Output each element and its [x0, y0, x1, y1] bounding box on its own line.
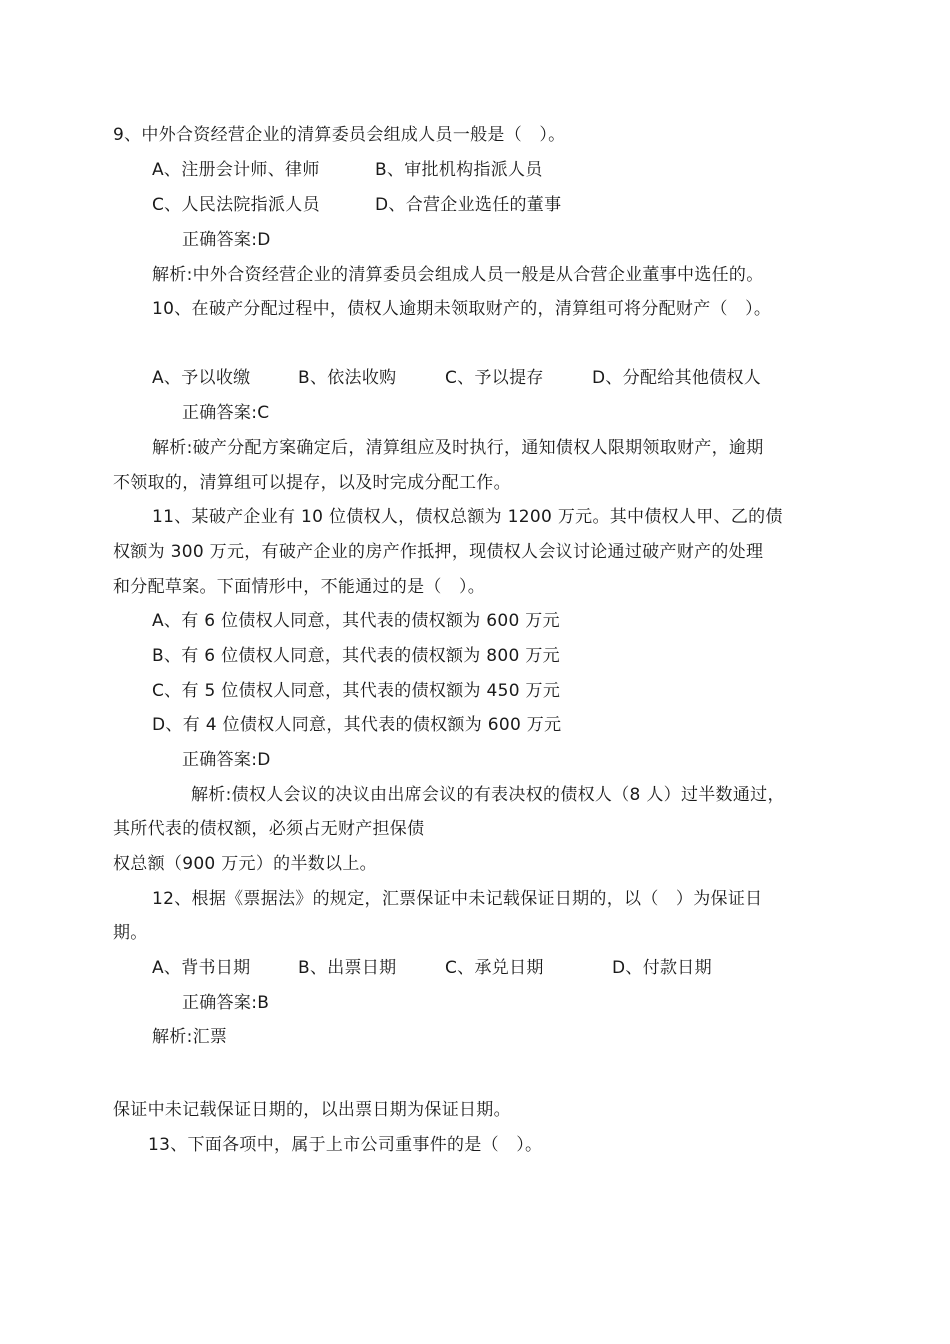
- q9-option-a: A、注册会计师、律师: [152, 160, 320, 180]
- q10-stem: 10、在破产分配过程中，债权人逾期未领取财产的，清算组可将分配财产（ ）。: [152, 299, 772, 319]
- q9-option-d: D、合营企业选任的董事: [375, 195, 562, 215]
- q10-option-c: C、予以提存: [445, 368, 544, 388]
- q11-analysis-line2: 其所代表的债权额，必须占无财产担保债: [113, 819, 425, 839]
- q9-stem: 9、中外合资经营企业的清算委员会组成人员一般是（ ）。: [113, 125, 566, 145]
- q12-option-b: B、出票日期: [298, 958, 397, 978]
- q13-stem: 13、下面各项中，属于上市公司重事件的是（ ）。: [148, 1135, 543, 1155]
- q11-option-a: A、有 6 位债权人同意，其代表的债权额为 600 万元: [152, 611, 560, 631]
- q11-answer: 正确答案:D: [182, 750, 271, 770]
- q12-answer: 正确答案:B: [182, 993, 270, 1013]
- q11-stem-line3: 和分配草案。下面情形中，不能通过的是（ ）。: [113, 577, 486, 597]
- q10-option-a: A、予以收缴: [152, 368, 251, 388]
- q12-option-c: C、承兑日期: [445, 958, 544, 978]
- q11-analysis-line3: 权总额（900 万元）的半数以上。: [113, 854, 377, 874]
- q11-stem-line2: 权额为 300 万元，有破产企业的房产作抵押，现债权人会议讨论通过破产财产的处理: [113, 542, 764, 562]
- q11-option-b: B、有 6 位债权人同意，其代表的债权额为 800 万元: [152, 646, 560, 666]
- q11-option-d: D、有 4 位债权人同意，其代表的债权额为 600 万元: [152, 715, 562, 735]
- q12-analysis-line2: 保证中未记载保证日期的，以出票日期为保证日期。: [113, 1100, 511, 1120]
- q11-analysis-line1: 解析:债权人会议的决议由出席会议的有表决权的债权人（8 人）过半数通过，: [191, 785, 785, 805]
- q9-analysis: 解析:中外合资经营企业的清算委员会组成人员一般是从合营企业董事中选任的。: [152, 265, 764, 285]
- q9-option-b: B、审批机构指派人员: [375, 160, 543, 180]
- q11-stem-line1: 11、某破产企业有 10 位债权人，债权总额为 1200 万元。其中债权人甲、乙的债: [152, 507, 783, 527]
- q9-answer: 正确答案:D: [182, 230, 271, 250]
- q10-analysis-line1: 解析:破产分配方案确定后，清算组应及时执行，通知债权人限期领取财产，逾期: [152, 438, 764, 458]
- q12-option-a: A、背书日期: [152, 958, 251, 978]
- q12-analysis-line1: 解析:汇票: [152, 1027, 228, 1047]
- q10-answer: 正确答案:C: [182, 403, 270, 423]
- q10-option-d: D、分配给其他债权人: [592, 368, 762, 388]
- q12-stem-line1: 12、根据《票据法》的规定，汇票保证中未记载保证日期的，以（ ）为保证日: [152, 889, 763, 909]
- q9-option-c: C、人民法院指派人员: [152, 195, 320, 215]
- q10-option-b: B、依法收购: [298, 368, 397, 388]
- q12-stem-line2: 期。: [113, 923, 148, 943]
- q12-option-d: D、付款日期: [612, 958, 712, 978]
- q10-analysis-line2: 不领取的，清算组可以提存，以及时完成分配工作。: [113, 473, 511, 493]
- q11-option-c: C、有 5 位债权人同意，其代表的债权额为 450 万元: [152, 681, 561, 701]
